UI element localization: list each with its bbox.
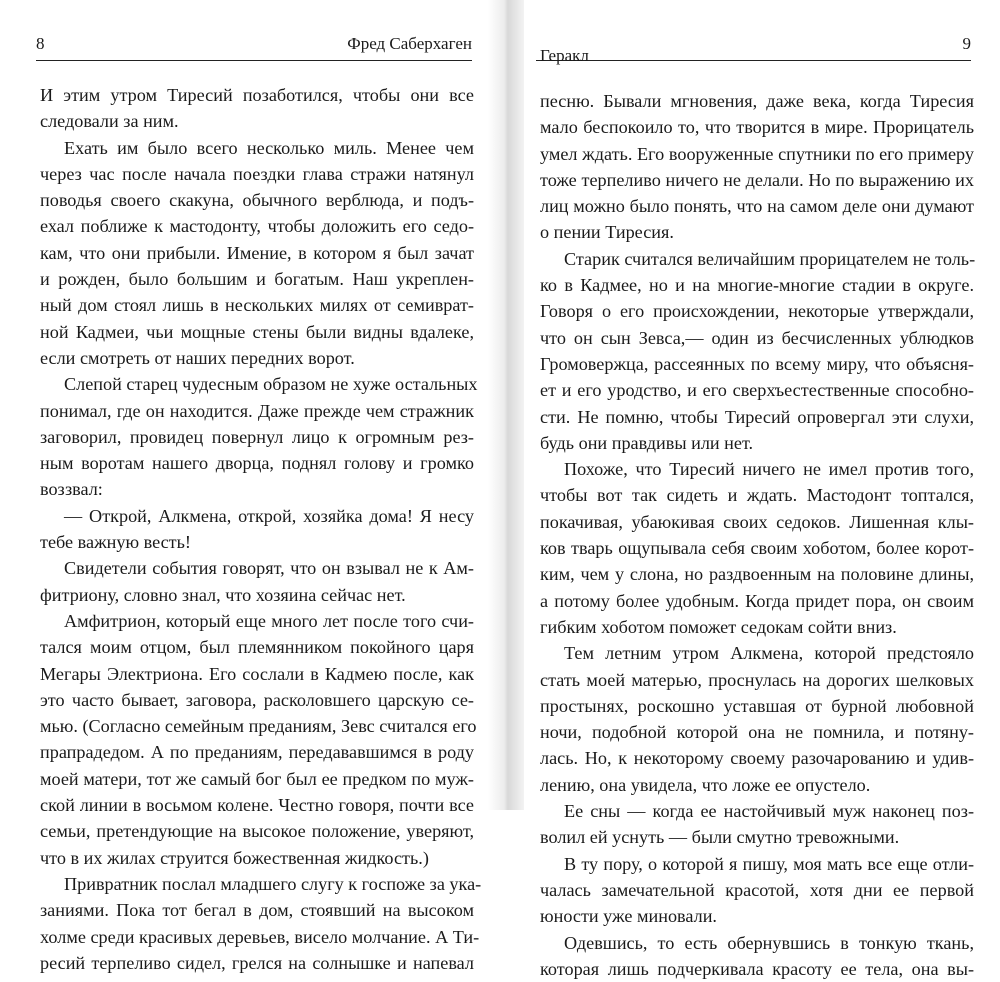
text-line: Амфитрион, который еще много лет после того счи-: [64, 610, 474, 631]
text-line: ресий терпеливо сидел, грелся на солнышке и напевал: [40, 952, 474, 973]
text-line: Мегары Электриона. Его сослали в Кадмею после, как: [40, 663, 474, 684]
text-line: Свидетели события говорят, что он взывал не к Ам-: [64, 558, 474, 579]
text-line: волил ей уснуть — были смутно тревожными.: [540, 827, 900, 848]
running-title-author: Фред Саберхаген: [347, 34, 472, 53]
text-line: лиц можно было понять, что на самом деле они думают: [540, 196, 974, 217]
text-line: понимал, где он находится. Даже прежде чем стражник: [40, 400, 474, 421]
text-line: ет и его уродство, и его сверхъестественные способно-: [540, 380, 974, 401]
text-line: прапрадедом. А по преданиям, передававшимся в роду: [40, 742, 474, 763]
text-line: ской линии в восьмом колене. Честно говоря, почти все: [40, 795, 474, 816]
left-page-text: [40, 82, 482, 976]
text-line: лению, она увидела, что ложе ее опустело.: [540, 774, 871, 795]
text-line: ков тварь ощупывала себя своим хоботом, более корот-: [540, 538, 974, 559]
text-line: а потому более удобным. Когда придет пора, он своим: [540, 590, 974, 611]
text-line: Старик считался величайшим прорицателем не толь-: [564, 248, 976, 269]
text-line: кам, что они прибыли. Имение, в котором я был зачат: [40, 242, 474, 263]
text-line: если смотреть от наших передних ворот.: [40, 347, 355, 368]
text-line: юности уже миновали.: [540, 906, 717, 927]
right-page-text: [540, 88, 974, 982]
text-line: следовали за ним.: [40, 111, 179, 132]
text-line: В ту пору, о которой я пишу, моя мать все еще отли-: [564, 853, 974, 874]
text-line: умел ждать. Его вооруженные спутники по его примеру: [540, 143, 974, 164]
text-line: — Открой, Алкмена, открой, хозяйка дома! Я несу: [64, 505, 474, 526]
right-page: [516, 0, 1000, 979]
text-line: Громовержца, рассеянных по всему миру, что объясня-: [540, 353, 974, 374]
text-line: будь они правдивы или нет.: [540, 432, 754, 453]
text-line: тался моим отцом, был племянником покойного царя: [40, 637, 474, 658]
page-number: 8: [36, 34, 45, 53]
text-line: что в их жилах струится божественная жидкость.): [40, 847, 429, 868]
text-line: Похоже, что Тиресий ничего не имел против того,: [564, 459, 974, 480]
text-line: семьи, претендующие на высокое положение, уверяют,: [40, 821, 474, 842]
text-line: фитриону, словно знал, что хозяина сейчас нет.: [40, 584, 406, 605]
text-line: заговорил, провидец повернул лицо к огромным рез-: [40, 426, 474, 447]
text-line: ночи, подобной которой она не помнила, и потяну-: [540, 722, 974, 743]
text-line: Одевшись, то есть обернувшись в тонкую ткань,: [564, 932, 974, 953]
text-line: ко в Кадмее, но и на многие-многие стадии в округе.: [540, 275, 974, 296]
text-line: чтобы вот так сидеть и ждать. Мастодонт топтался,: [540, 485, 974, 506]
text-line: воззвал:: [40, 479, 103, 500]
text-line: ехал поближе к мастодонту, чтобы доложить его седо-: [40, 216, 474, 237]
text-line: Говоря о его происхождении, некоторые утверждали,: [540, 301, 974, 322]
text-line: лась. Но, к некоторому своему разочарованию и удив-: [540, 748, 974, 769]
text-line: через час после начала поездки глава стражи натянул: [40, 163, 474, 184]
text-line: о пении Тиресия.: [540, 222, 674, 243]
text-line: Ехать им было всего несколько миль. Менее чем: [64, 137, 474, 158]
text-line: стать моей матерью, проснулась на дорогих шелковых: [540, 669, 974, 690]
text-line: ной Кадмеи, чьи мощные стены были видны вдалеке,: [40, 321, 474, 342]
text-line: это часто бывает, заговора, расколовшего царскую се-: [40, 689, 474, 710]
text-line: Привратник послал младшего слугу к госпоже за ука-: [64, 873, 482, 894]
text-line: которая лишь подчеркивала красоту ее тела, она вы-: [540, 958, 974, 979]
text-line: моей матери, тот же самый бог был ее предком по муж-: [40, 768, 474, 789]
text-line: ким, чем у слона, но раздвоенным на половине длины,: [540, 564, 974, 585]
text-line: поводья своего скакуна, обычного верблюда, и подъ-: [40, 190, 474, 211]
running-title-book: Геракл: [540, 46, 589, 65]
text-line: холме среди красивых деревьев, висело молчание. А Ти-: [40, 926, 480, 947]
text-line: тоже терпеливо ничего не делали. Но по выражению их: [540, 169, 974, 190]
text-line: чалась замечательной красотой, хотя дни ее первой: [540, 879, 974, 900]
text-line: заниями. Пока тот бегал в дом, стоявший на высоком: [40, 900, 474, 921]
text-line: мью. (Согласно семейным преданиям, Зевс считался его: [40, 716, 477, 737]
text-line: Ее сны — когда ее настойчивый муж наконец поз-: [564, 801, 974, 822]
text-line: гибким хоботом поможет седокам сойти вниз.: [540, 616, 897, 637]
text-line: сти. Не помню, чтобы Тиресий опровергал эти слухи,: [540, 406, 974, 427]
text-line: Тем летним утром Алкмена, которой предстояло: [564, 643, 974, 664]
right-page-header: [536, 34, 971, 65]
text-line: ный дом стоял лишь в нескольких милях от семиврат-: [40, 295, 474, 316]
text-line: и рожден, было большим и богатым. Наш укреплен-: [40, 269, 474, 290]
text-line: что он сын Зевса,— один из бесчисленных ублюдков: [540, 327, 974, 348]
text-line: Слепой старец чудесным образом не хуже остальных: [64, 374, 478, 395]
text-line: песню. Бывали мгновения, даже века, когда Тиресия: [540, 91, 974, 111]
left-page-header: [36, 34, 472, 61]
text-line: И этим утром Тиресий позаботился, чтобы они все: [40, 85, 474, 105]
page-number: 9: [962, 34, 971, 53]
text-line: простынях, роскошно уставшая от бурной любовной: [540, 695, 974, 716]
text-line: покачивая, убаюкивая своих седоков. Лишенная клы-: [540, 511, 974, 532]
text-line: ным воротам нашего дворца, поднял голову и громко: [40, 453, 474, 474]
text-line: мало беспокоило то, что творится в мире. Прорицатель: [540, 117, 974, 138]
left-page: [0, 0, 500, 973]
text-line: тебе важную весть!: [40, 532, 191, 553]
